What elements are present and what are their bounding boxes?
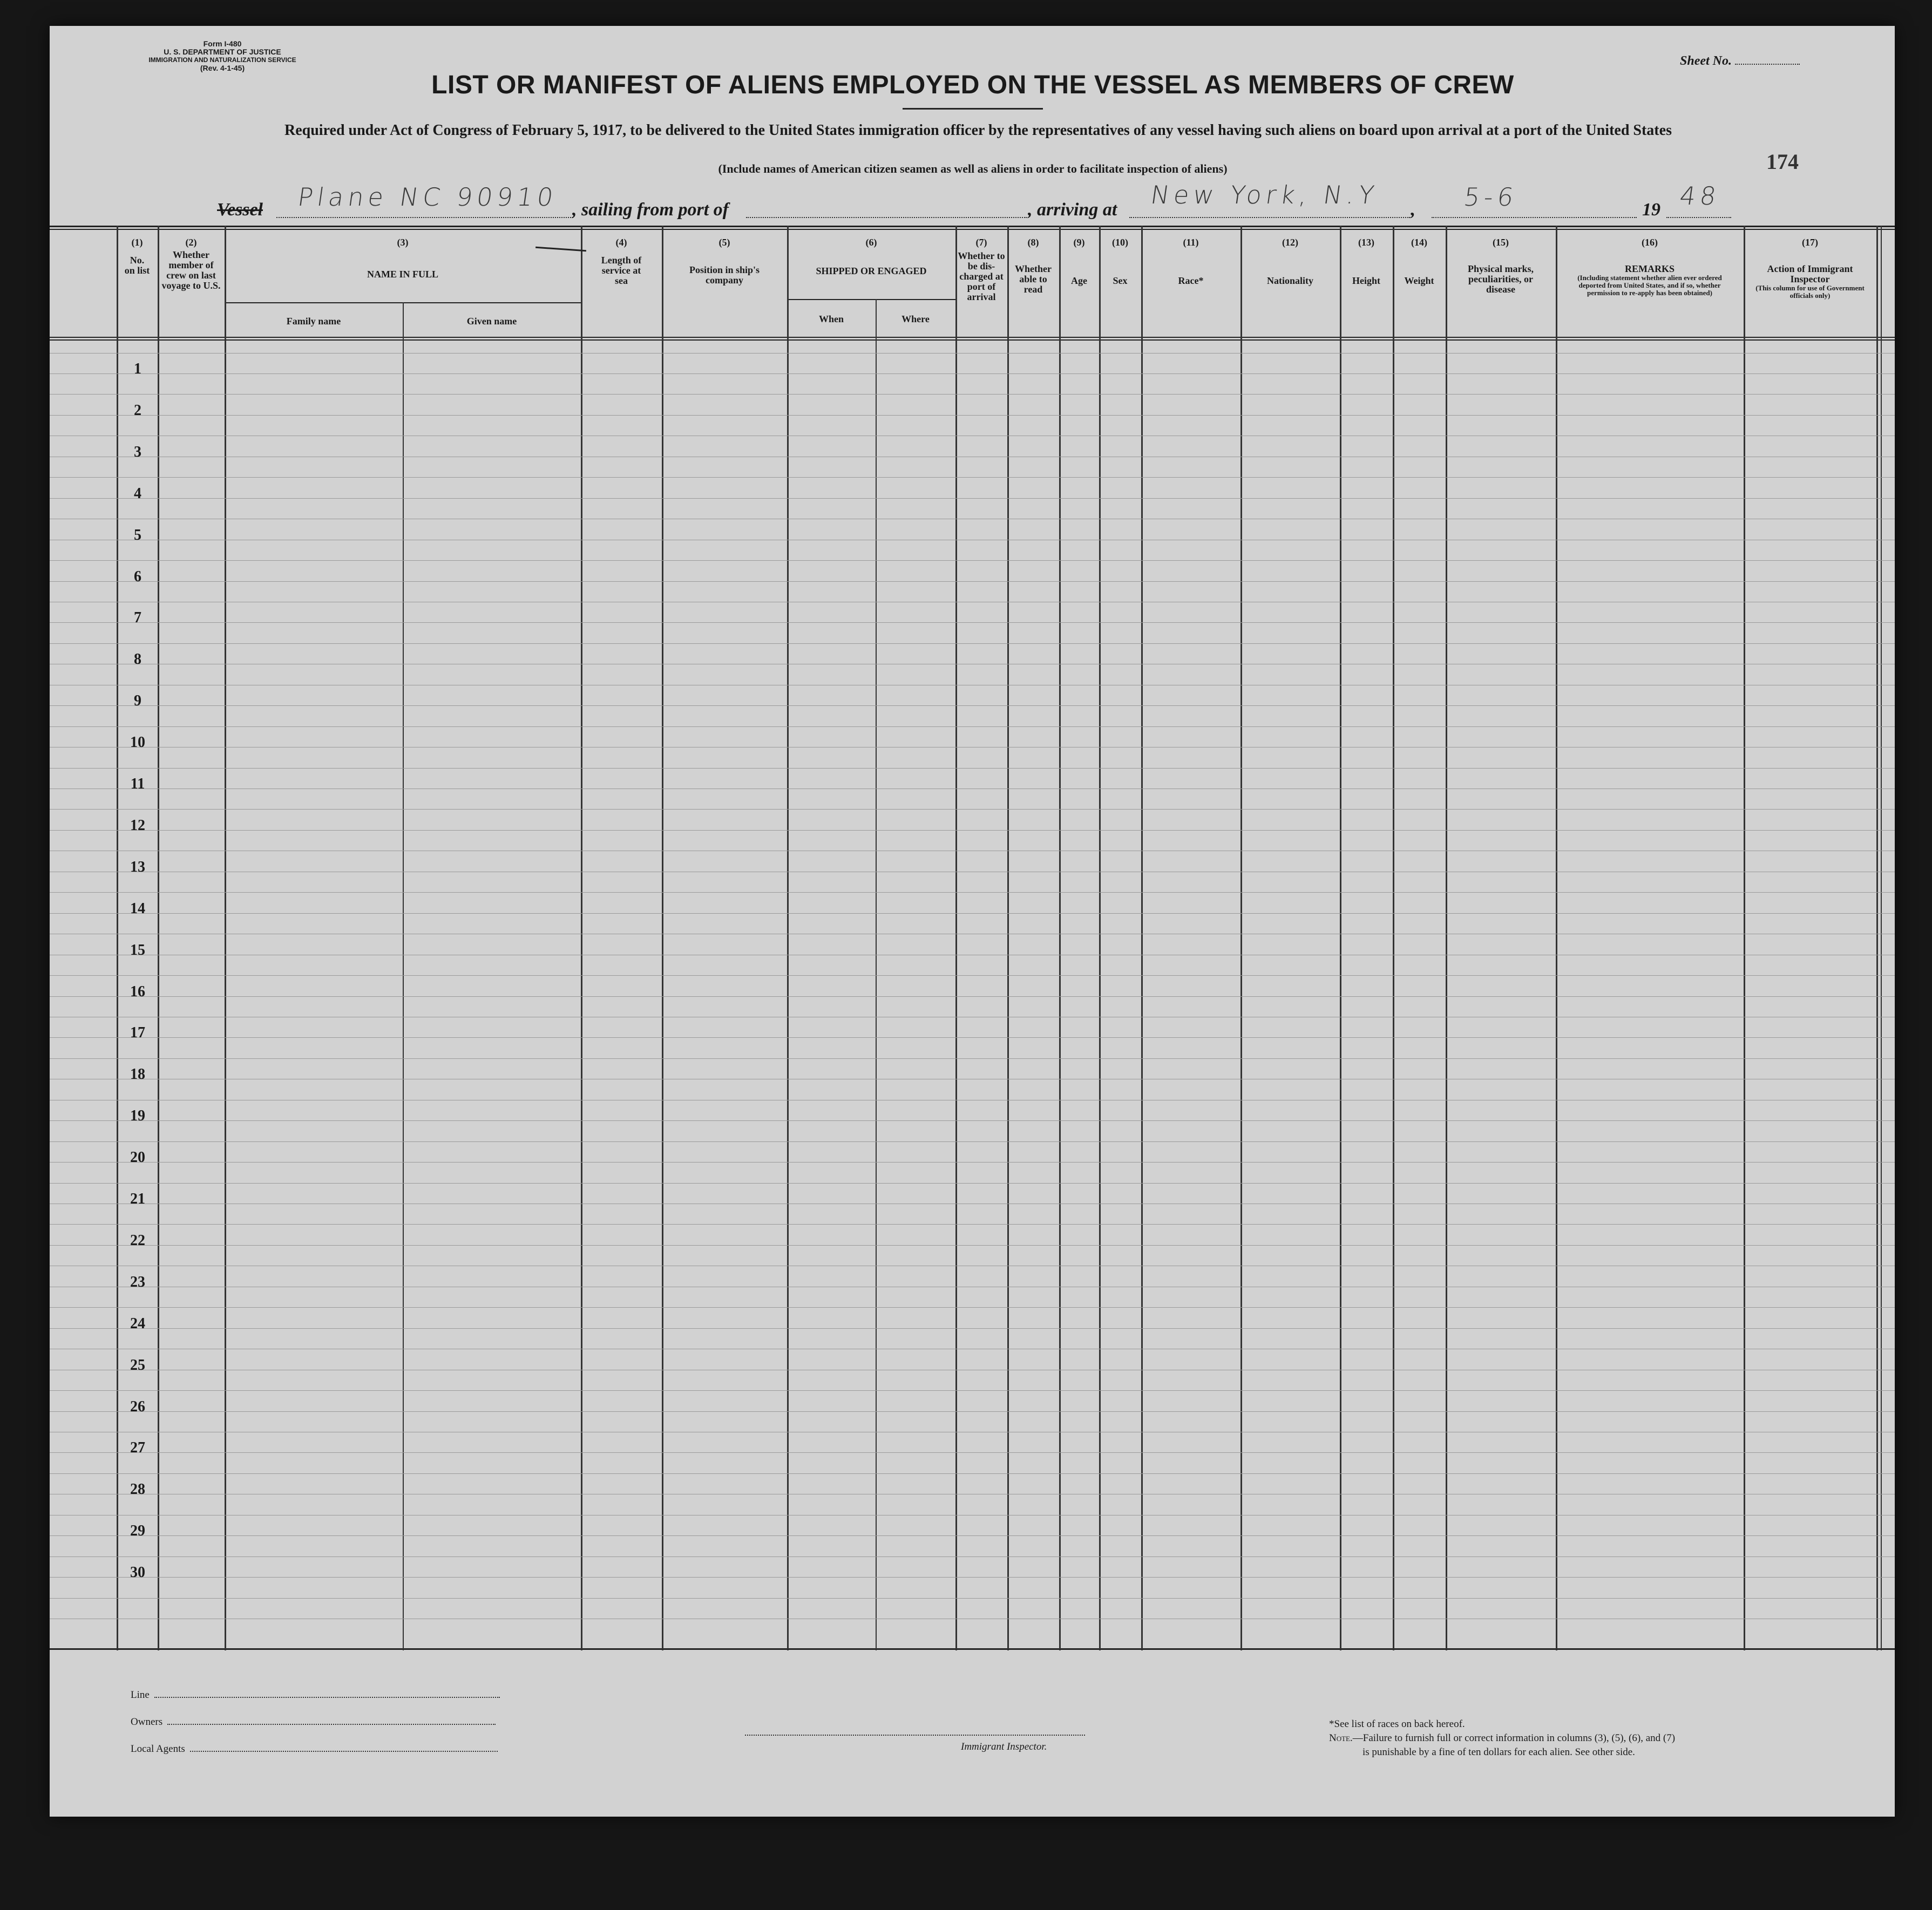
row-number: 5 bbox=[134, 526, 141, 543]
col-number: (13) bbox=[1358, 237, 1374, 248]
row-number: 14 bbox=[130, 900, 145, 917]
form-title: LIST OR MANIFEST OF ALIENS EMPLOYED ON THE VESSEL AS MEMBERS OF CREW bbox=[431, 71, 1514, 99]
col-9-header bbox=[1059, 237, 1099, 286]
given-name-header: Given name bbox=[466, 316, 517, 327]
col-label: NAME IN FULL bbox=[367, 269, 438, 280]
col-number: (2) bbox=[185, 237, 197, 248]
col-11-header bbox=[1141, 237, 1240, 286]
col-label: Length of service at sea bbox=[601, 255, 642, 286]
inspector-signature-field[interactable] bbox=[745, 1735, 1085, 1736]
row-number: 18 bbox=[130, 1066, 145, 1083]
ruled-line bbox=[50, 1535, 1895, 1536]
department-name: U. S. DEPARTMENT OF JUSTICE bbox=[164, 47, 281, 56]
sailing-label: , sailing from port of bbox=[572, 200, 729, 220]
col-label: Whether able to read bbox=[1015, 263, 1052, 295]
ruled-line bbox=[50, 1224, 1895, 1225]
col-15-header bbox=[1446, 237, 1556, 295]
row-number: 22 bbox=[130, 1232, 145, 1249]
form-note: (Include names of American citizen seamen as well as aliens in order to facilitate inspection of aliens) bbox=[718, 162, 1228, 175]
row-number: 17 bbox=[130, 1024, 145, 1042]
col-number: (6) bbox=[865, 237, 877, 248]
manifest-form bbox=[50, 26, 1895, 1817]
col-label: No. on list bbox=[124, 255, 150, 276]
year-value[interactable]: 48 bbox=[1678, 181, 1723, 210]
ruled-line bbox=[50, 1328, 1895, 1329]
crew-table bbox=[50, 226, 1895, 1650]
row-number: 29 bbox=[130, 1522, 145, 1540]
ruled-line bbox=[50, 1577, 1895, 1578]
col-17-header bbox=[1744, 237, 1876, 300]
ruled-line bbox=[50, 1058, 1895, 1059]
owners-label: Owners bbox=[131, 1716, 163, 1728]
row-number: 28 bbox=[130, 1481, 145, 1498]
row-number: 12 bbox=[130, 817, 145, 834]
line-label: Line bbox=[131, 1689, 150, 1701]
row-number: 13 bbox=[130, 858, 145, 875]
col-label: Action of Immigrant Inspector bbox=[1767, 263, 1853, 284]
col-number: (9) bbox=[1073, 237, 1085, 248]
ruled-line bbox=[50, 830, 1895, 831]
date-underline bbox=[1432, 217, 1637, 218]
row-number: 20 bbox=[130, 1149, 145, 1166]
col-number: (3) bbox=[397, 237, 409, 248]
ruled-line bbox=[50, 1037, 1895, 1038]
form-subtitle: Required under Act of Congress of February 5, 1917, to be delivered to the United States immigration officer by the representatives of any vessel having such aliens on board upon arrival at a port of the United States bbox=[284, 122, 1672, 139]
col-12-header bbox=[1240, 237, 1340, 286]
ruled-line bbox=[50, 768, 1895, 769]
page-number: 174 bbox=[1766, 149, 1799, 174]
ruled-line bbox=[50, 705, 1895, 706]
col-label: Whether to be dis-charged at port of arrival bbox=[958, 250, 1005, 302]
ruled-line bbox=[50, 1452, 1895, 1453]
penalty-note bbox=[1329, 1732, 1869, 1744]
note-label: Note. bbox=[1329, 1732, 1353, 1744]
row-number: 16 bbox=[130, 983, 145, 1000]
row-number: 8 bbox=[134, 651, 141, 668]
row-number: 1 bbox=[134, 361, 141, 377]
ruled-line bbox=[50, 560, 1895, 561]
table-bottom-border bbox=[50, 1648, 1895, 1650]
local-agents-field[interactable] bbox=[131, 1743, 498, 1755]
col-number: (17) bbox=[1802, 237, 1818, 248]
row-number: 10 bbox=[130, 734, 145, 751]
ruled-line bbox=[50, 996, 1895, 997]
ruled-line bbox=[50, 1307, 1895, 1308]
shipped-subheader-divider bbox=[787, 299, 955, 300]
col-number: (4) bbox=[615, 237, 627, 248]
ruled-line bbox=[50, 353, 1895, 354]
ruled-line bbox=[50, 1390, 1895, 1391]
note-text: —Failure to furnish full or correct information in columns (3), (5), (6), and (7) bbox=[1352, 1732, 1676, 1744]
ruled-line bbox=[50, 1183, 1895, 1184]
col-14-header bbox=[1393, 237, 1446, 286]
row-number: 27 bbox=[130, 1439, 145, 1457]
row-number: 19 bbox=[130, 1107, 145, 1125]
ruled-line bbox=[50, 1141, 1895, 1142]
col-number: (1) bbox=[131, 237, 143, 248]
sailing-field[interactable] bbox=[746, 217, 1027, 218]
vessel-underline bbox=[276, 217, 573, 218]
ruled-line bbox=[50, 415, 1895, 416]
col-8-header bbox=[1007, 237, 1059, 295]
ruled-line bbox=[50, 1556, 1895, 1557]
row-number: 15 bbox=[130, 941, 145, 959]
arriving-underline bbox=[1129, 217, 1410, 218]
sheet-number-field[interactable] bbox=[1680, 54, 1800, 69]
col-detail: (This column for use of Government officials only) bbox=[1755, 284, 1865, 300]
row-number: 2 bbox=[134, 402, 141, 419]
col-label: Sex bbox=[1113, 275, 1128, 286]
vessel-label: Vessel bbox=[217, 200, 263, 220]
col-number: (12) bbox=[1282, 237, 1298, 248]
ruled-line bbox=[50, 1598, 1895, 1599]
where-header: Where bbox=[901, 314, 930, 324]
year-underline bbox=[1666, 217, 1731, 218]
col-16-header bbox=[1556, 237, 1744, 297]
col-number: (5) bbox=[718, 237, 730, 248]
col-13-header bbox=[1340, 237, 1393, 286]
col-label: REMARKS bbox=[1624, 263, 1675, 274]
date-value[interactable]: 5-6 bbox=[1462, 182, 1520, 212]
ruled-line bbox=[50, 581, 1895, 582]
row-number: 6 bbox=[134, 568, 141, 585]
row-number: 30 bbox=[130, 1564, 145, 1581]
ruled-line bbox=[50, 1473, 1895, 1474]
local-agents-label: Local Agents bbox=[131, 1743, 185, 1755]
ruled-line bbox=[50, 1411, 1895, 1412]
ruled-line bbox=[50, 394, 1895, 395]
col-number: (16) bbox=[1642, 237, 1658, 248]
row-number: 7 bbox=[134, 609, 141, 627]
row-number: 3 bbox=[134, 443, 141, 460]
ruled-line bbox=[50, 1120, 1895, 1121]
col-label: Position in ship's company bbox=[689, 264, 760, 286]
col-number: (14) bbox=[1411, 237, 1427, 248]
arriving-label: , arriving at bbox=[1028, 200, 1117, 220]
ruled-line bbox=[50, 1162, 1895, 1163]
col-1-header bbox=[117, 237, 158, 276]
penalty-note-2: is punishable by a fine of ten dollars for each alien. See other side. bbox=[1362, 1746, 1635, 1758]
col-number: (10) bbox=[1112, 237, 1128, 248]
form-id-block bbox=[120, 40, 325, 72]
races-note: *See list of races on back hereof. bbox=[1329, 1718, 1465, 1730]
when-header: When bbox=[818, 314, 844, 324]
row-number: 21 bbox=[130, 1191, 145, 1207]
inspector-label: Immigrant Inspector. bbox=[961, 1741, 1047, 1752]
col-detail: (Including statement whether alien ever ordered deported from United States, and if so, whether permission to re-apply has been obtained) bbox=[1577, 274, 1722, 297]
ruled-line bbox=[50, 809, 1895, 810]
col-5-header bbox=[662, 237, 787, 286]
col-10-header bbox=[1099, 237, 1141, 286]
row-number: 23 bbox=[130, 1273, 145, 1290]
title-underline bbox=[903, 108, 1043, 110]
ruled-line bbox=[50, 726, 1895, 727]
col-7-header bbox=[955, 237, 1007, 302]
ruled-line bbox=[50, 477, 1895, 478]
row-number: 9 bbox=[134, 692, 141, 710]
col-label: Height bbox=[1352, 275, 1380, 286]
col-label: Race* bbox=[1178, 275, 1204, 286]
owners-field[interactable] bbox=[131, 1716, 496, 1728]
ruled-line bbox=[50, 913, 1895, 914]
service-name: IMMIGRATION AND NATURALIZATION SERVICE bbox=[148, 56, 296, 64]
col-6-header bbox=[787, 237, 955, 276]
col-label: Age bbox=[1071, 275, 1087, 286]
ruled-line bbox=[50, 1245, 1895, 1246]
col-label: SHIPPED OR ENGAGED bbox=[816, 266, 927, 276]
ruled-line bbox=[50, 643, 1895, 644]
ruled-line bbox=[50, 498, 1895, 499]
row-number: 4 bbox=[134, 485, 141, 502]
col-number: (15) bbox=[1493, 237, 1509, 248]
col-number: (11) bbox=[1183, 237, 1199, 248]
col-2-header bbox=[158, 237, 225, 291]
row-number: 25 bbox=[130, 1356, 145, 1374]
comma: , bbox=[1410, 200, 1415, 220]
form-number: Form I-480 bbox=[203, 39, 242, 48]
col-number: (7) bbox=[975, 237, 987, 248]
ruled-line bbox=[50, 373, 1895, 374]
vessel-value[interactable]: Plane NC 90910 bbox=[296, 182, 560, 212]
ruled-line bbox=[50, 892, 1895, 893]
table-body bbox=[50, 340, 1895, 1648]
row-number: 24 bbox=[130, 1315, 145, 1332]
arriving-value[interactable]: New York, N.Y bbox=[1149, 180, 1380, 209]
col-label: Whether member of crew on last voyage to U.S. bbox=[161, 249, 221, 291]
col-number: (8) bbox=[1027, 237, 1039, 248]
line-field[interactable] bbox=[131, 1689, 500, 1701]
row-number: 11 bbox=[130, 776, 145, 792]
year-prefix: 19 bbox=[1642, 200, 1660, 220]
col-3-header bbox=[225, 237, 581, 280]
table-top-border-2 bbox=[50, 229, 1895, 230]
col-label: Physical marks, peculiarities, or disease bbox=[1467, 263, 1534, 295]
ruled-line bbox=[50, 622, 1895, 623]
table-top-border bbox=[50, 226, 1895, 227]
col-label: Nationality bbox=[1266, 275, 1313, 286]
col-label: Weight bbox=[1404, 275, 1434, 286]
header-bottom-border bbox=[50, 337, 1895, 338]
ruled-line bbox=[50, 975, 1895, 976]
col-4-header bbox=[581, 237, 662, 286]
row-number: 26 bbox=[130, 1398, 145, 1415]
revision-date: (Rev. 4-1-45) bbox=[200, 64, 245, 72]
family-name-header: Family name bbox=[286, 316, 341, 327]
sheet-number-label: Sheet No. bbox=[1680, 54, 1732, 68]
